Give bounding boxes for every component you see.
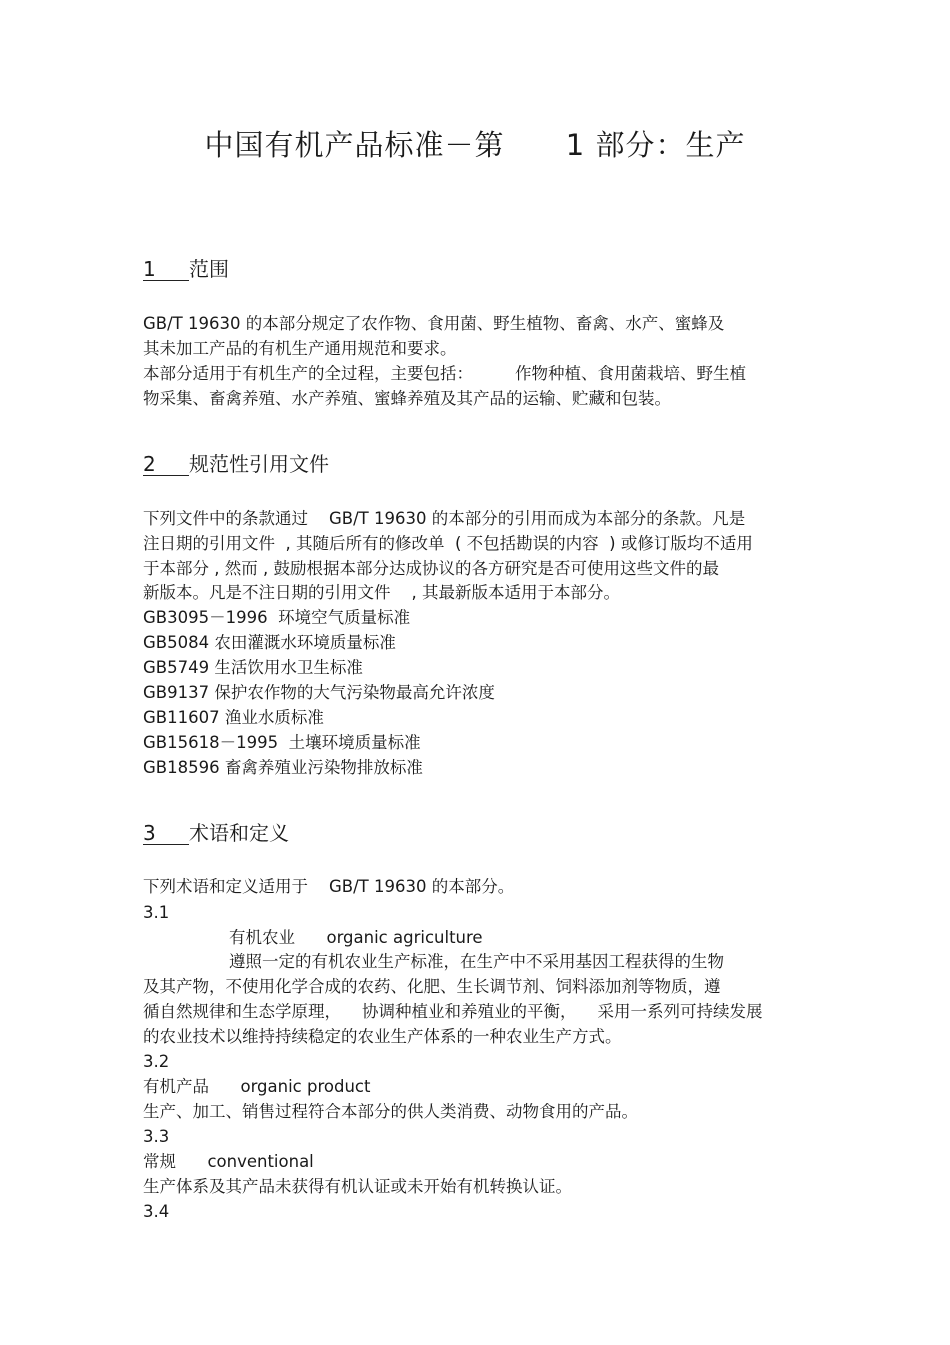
clause-number: 3.2 bbox=[143, 1052, 170, 1071]
document-title: 中国有机产品标准－第 1 部分：生产 bbox=[204, 128, 746, 162]
text-line: 本部分适用于有机生产的全过程，主要包括： 作物种植、食用菌栽培、野生植 bbox=[143, 364, 746, 383]
term-entry: 有机农业 organic agriculture bbox=[229, 928, 483, 947]
text-line: 下列术语和定义适用于 GB/T 19630 的本部分。 bbox=[143, 877, 515, 896]
term-entry: 有机产品 organic product bbox=[143, 1077, 371, 1096]
section-heading-3 bbox=[143, 817, 289, 846]
text-line: 循自然规律和生态学原理， 协调种植业和养殖业的平衡， 采用一系列可持续发展 bbox=[143, 1002, 763, 1021]
section-title: 规范性引用文件 bbox=[189, 452, 329, 476]
text-line: 下列文件中的条款通过 GB/T 19630 的本部分的引用而成为本部分的条款。凡是 bbox=[143, 509, 746, 528]
section-number: 3 bbox=[143, 822, 189, 845]
reference-item: GB18596 畜禽养殖业污染物排放标准 bbox=[143, 758, 423, 777]
text-line: 及其产物，不使用化学合成的农药、化肥、生长调节剂、饲料添加剂等物质，遵 bbox=[143, 977, 721, 996]
text-line: 于本部分 , 然而 , 鼓励根据本部分达成协议的各方研究是否可使用这些文件的最 bbox=[143, 559, 719, 578]
clause-number: 3.3 bbox=[143, 1127, 170, 1146]
reference-item: GB11607 渔业水质标准 bbox=[143, 708, 324, 727]
text-line: 遵照一定的有机农业生产标准，在生产中不采用基因工程获得的生物 bbox=[229, 952, 724, 971]
section-heading-1 bbox=[143, 253, 229, 282]
clause-number: 3.4 bbox=[143, 1202, 170, 1221]
text-line: 新版本。凡是不注日期的引用文件 , 其最新版本适用于本部分。 bbox=[143, 583, 620, 602]
text-line: 生产体系及其产品未获得有机认证或未开始有机转换认证。 bbox=[143, 1177, 572, 1196]
reference-item: GB3095－1996 环境空气质量标准 bbox=[143, 608, 411, 627]
reference-item: GB5749 生活饮用水卫生标准 bbox=[143, 658, 363, 677]
section-title: 范围 bbox=[189, 257, 229, 281]
text-line: 其未加工产品的有机生产通用规范和要求。 bbox=[143, 339, 457, 358]
section-heading-2 bbox=[143, 448, 329, 477]
reference-item: GB5084 农田灌溉水环境质量标准 bbox=[143, 633, 396, 652]
clause-number: 3.1 bbox=[143, 903, 170, 922]
section-title: 术语和定义 bbox=[189, 821, 289, 845]
section-number: 1 bbox=[143, 258, 189, 281]
term-entry: 常规 conventional bbox=[143, 1152, 314, 1171]
section-number: 2 bbox=[143, 453, 189, 476]
text-line: GB/T 19630 的本部分规定了农作物、食用菌、野生植物、畜禽、水产、蜜蜂及 bbox=[143, 314, 725, 333]
reference-item: GB9137 保护农作物的大气污染物最高允许浓度 bbox=[143, 683, 495, 702]
text-line: 注日期的引用文件 , 其随后所有的修改单 ( 不包括勘误的内容 ) 或修订版均不适用 bbox=[143, 534, 753, 553]
text-line: 物采集、畜禽养殖、水产养殖、蜜蜂养殖及其产品的运输、贮藏和包装。 bbox=[143, 389, 671, 408]
text-line: 生产、加工、销售过程符合本部分的供人类消费、动物食用的产品。 bbox=[143, 1102, 638, 1121]
reference-item: GB15618－1995 土壤环境质量标准 bbox=[143, 733, 421, 752]
text-line: 的农业技术以维持持续稳定的农业生产体系的一种农业生产方式。 bbox=[143, 1027, 622, 1046]
